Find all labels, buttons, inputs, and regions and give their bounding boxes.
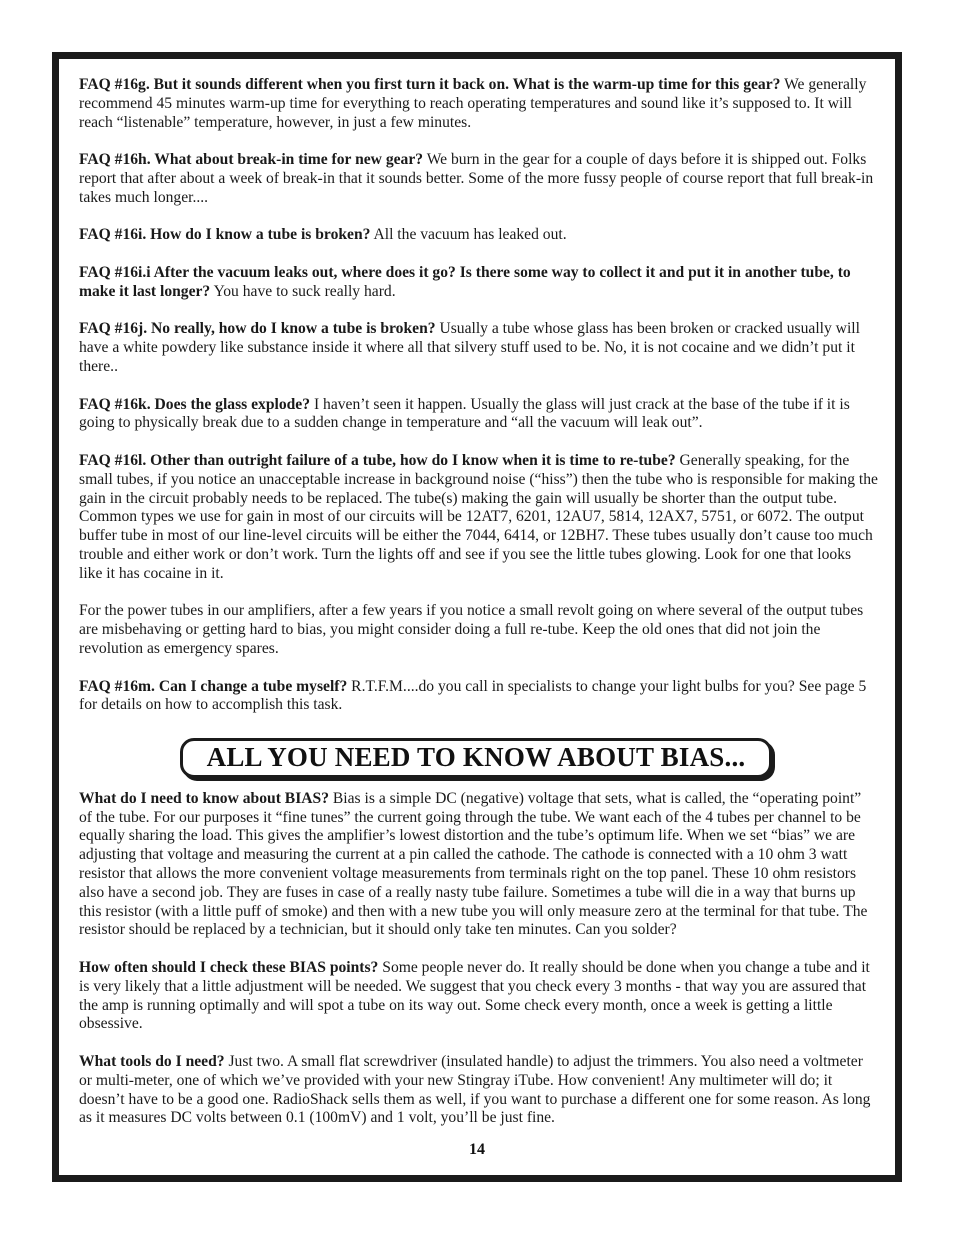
bias-question: What tools do I need? (79, 1053, 225, 1071)
faq-question: FAQ #16l. Other than outright failure of a tube, how do I know when it is time to re-tube? (79, 451, 676, 469)
faq-question: FAQ #16g. But it sounds different when you first turn it back on. What is the warm-up time for this gear? (79, 76, 781, 93)
faq-question: FAQ #16h. What about break-in time for new gear? (79, 151, 424, 169)
page-number: 14 (469, 1141, 485, 1158)
bias-how-often (79, 959, 878, 1034)
faq-16j (79, 320, 878, 376)
section-banner (79, 734, 878, 784)
section-banner-box (180, 738, 772, 778)
faq-answer: We burn in the gear for a couple of days before it is shipped out. Folks report that after about a week of break-in that it sounds better. Some of the more fussy people of course report that full break-in takes much longer.... (79, 151, 874, 206)
faq-question: FAQ #16m. Can I change a tube myself? (79, 677, 348, 695)
bias-tools (79, 1053, 878, 1128)
bias-answer: Bias is a simple DC (negative) voltage that sets, what is called, the “operating point” of the tube. For our purposes it “fine tunes” the current going through the tube. We want each of the 4 tubes per channel to be equally sharing the load. This gives the amplifier’s lowest distortion and the tube’s optimum life. When we set “bias” we are adjusting that voltage and measuring the current at a pin called the cathode. The cathode is connected with a 10 ohm 3 watt resistor that allows the more convenient voltage measurements from terminals right on the top panel. These 10 ohm resistors also have a second job. They are fuses in case of a really nasty tube failure. Sometimes a tube will die in a way that burns up this resistor (with a little puff of smoke) and then with a new tube you will only measure zero at the terminal for that tube. The resistor should be replaced by a technician, but it should only take ten minutes. Can you solder? (79, 789, 868, 939)
faq-answer: Usually a tube whose glass has been broken or cracked usually will have a white powdery like substance inside it where all that silvery stuff used to be. No, it is not cocaine and we didn’t put it there.. (79, 320, 860, 375)
faq-answer: For the power tubes in our amplifiers, after a few years if you notice a small revolt going on where several of the output tubes are misbehaving or getting hard to bias, you might consider doing a full re-tube. Keep the old ones that did not join the revolution as emergency spares. (79, 602, 864, 657)
faq-16i-i (79, 264, 878, 302)
faq-question: FAQ #16i.i After the vacuum leaks out, where does it go? Is there some way to collect it and put it in another tube, to make it last longer? (79, 263, 851, 300)
faq-16k (79, 396, 878, 434)
faq-16h (79, 151, 878, 207)
faq-question: FAQ #16k. Does the glass explode? (79, 395, 311, 413)
faq-question: FAQ #16i. How do I know a tube is broken? (79, 226, 371, 244)
faq-16m (79, 678, 878, 716)
page-content (79, 76, 878, 1128)
bias-what (79, 790, 878, 940)
faq-answer: Generally speaking, for the small tubes, if you notice an unacceptable increase in background noise (“hiss”) then the tube who is responsible for making the gain in the circuit probably needs to be replaced. The tube(s) making the gain will usually be shorter than the output tube. Common types we use for gain in most of our circuits will be 12AT7, 6201, 12AU7, 5814, 12AX7, 5751, or 6072. The output buffer tube in most of our line-level circuits will be either the 7044, 6414, or 12BH7. These tubes usually don’t cause too much trouble and either work or don’t work. Turn the lights off and see if you see the little tubes glowing. Look for one that looks like it has cocaine in it. (79, 451, 878, 582)
faq-16l (79, 452, 878, 584)
faq-answer: You have to suck really hard. (213, 282, 396, 300)
bias-question: How often should I check these BIAS points? (79, 959, 379, 977)
faq-answer: R.T.F.M....do you call in specialists to change your light bulbs for you? See page 5 for details on how to accomplish this task. (79, 677, 867, 714)
faq-question: FAQ #16j. No really, how do I know a tube is broken? (79, 320, 436, 338)
faq-16i (79, 226, 878, 245)
bias-answer: Just two. A small flat screwdriver (insulated handle) to adjust the trimmers. You also need a voltmeter or multi-meter, one of which we’ve provided with your new Stingray iTube. How convenient! Any multimeter will do; it doesn’t have to be a good one. RadioShack sells them as well, if you want to purchase a different one for some reason. As long as it measures DC volts between 0.1 (100mV) and 1 volt, you’ll be just fine. (79, 1053, 871, 1127)
bias-answer: Some people never do. It really should be done when you change a tube and it is very likely that a little adjustment will be needed. We suggest that you check every 3 months - that way you are assured that the amp is running optimally and will spot a tube on its way out. Some check every month, once a week is getting a little obsessive. (79, 959, 870, 1033)
section-heading: ALL YOU NEED TO KNOW ABOUT BIAS... (206, 742, 746, 773)
faq-16g (79, 76, 878, 132)
faq-answer: I haven’t seen it happen. Usually the glass will just crack at the base of the tube if it is going to physically break due to a sudden change in temperature and “all the vacuum will leak out”. (79, 395, 850, 432)
faq-16l-power-tubes (79, 602, 878, 658)
faq-answer: All the vacuum has leaked out. (373, 226, 567, 244)
bias-question: What do I need to know about BIAS? (79, 789, 329, 807)
faq-answer: We generally recommend 45 minutes warm-up time for everything to reach operating temperatures and sound like it’s supposed to. It will reach “listenable” temperature, however, in just a few minutes. (79, 76, 867, 131)
